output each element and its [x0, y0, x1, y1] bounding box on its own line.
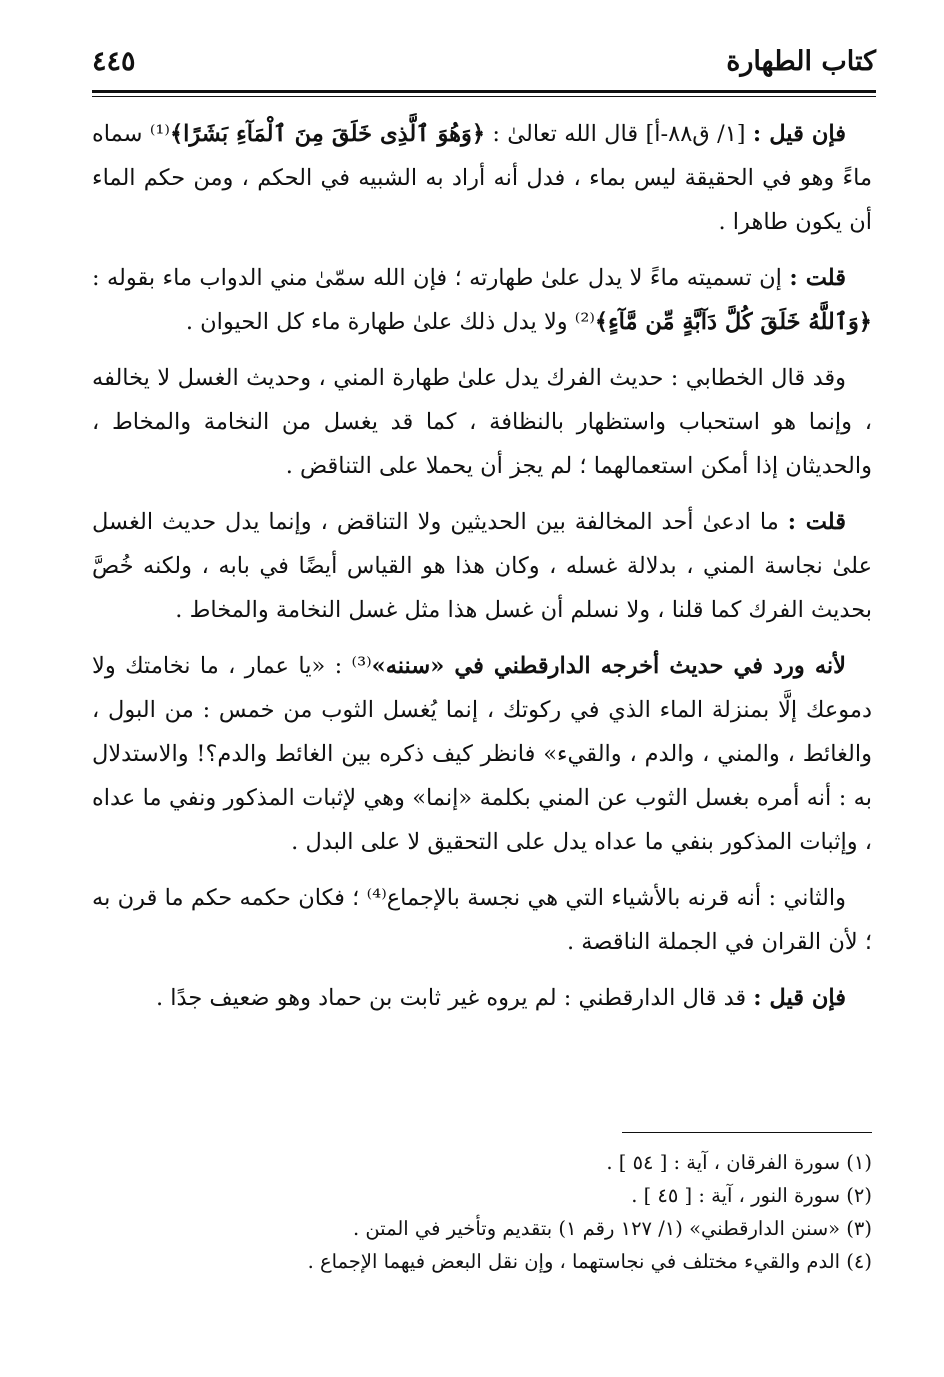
paragraph [92, 256, 872, 344]
paragraph-text: ⁽²⁾ ولا يدل ذلك علىٰ طهارة ماء كل الحيوان . [185, 309, 595, 335]
footnote-separator [622, 1132, 872, 1133]
paragraph-lead: قلت : [789, 265, 847, 291]
paragraph-text: قد قال الدارقطني : لم يروه غير ثابت بن حماد وهو ضعيف جدًا . [155, 985, 754, 1011]
footnote: (٢) سورة النور ، آية : [ ٤٥ ] . [631, 1184, 872, 1207]
footnotes [92, 1146, 872, 1278]
paragraph-text: والثاني : أنه قرنه بالأشياء التي هي نجسة بالإجماع⁽⁴⁾ ؛ فكان حكمه حكم ما قرن به ؛ لأن القران في الجملة الناقصة . [92, 885, 872, 955]
paragraph [92, 976, 872, 1020]
paragraph [92, 112, 872, 244]
paragraph-text: ⁽³⁾ : «يا عمار ، ما نخامتك ولا دموعك إلَّا بمنزلة الماء الذي في ركوتك ، إنما يُغسل الثوب من خمس : من البول ، والغائط ، والمني ، والدم ، والقيء» فانظر كيف ذكره بين الغائط والدم؟! والاستدلال به : أنه أمره بغسل الثوب عن المني بكلمة «إنما» وهي لإثبات المذكور ونفي ما عداه ، وإثبات المذكور بنفي ما عداه يدل على التحقيق لا على البدل . [92, 653, 872, 855]
quran-verse: ﴿وَٱللَّهُ خَلَقَ كُلَّ دَآبَّةٍ مِّن مَّآءٍ﴾ [594, 309, 872, 335]
footnote: (١) سورة الفرقان ، آية : [ ٥٤ ] . [606, 1151, 872, 1174]
main-text [92, 112, 872, 1032]
header-rule-thick [92, 90, 876, 93]
header-rule-thin [92, 96, 876, 97]
paragraph-text: ⁽¹⁾ سماه ماءً وهو في الحقيقة ليس بماء ، فدل أنه أراد به الشبيه في الحكم ، ومن حكم الماء أن يكون طاهرا . [92, 121, 872, 235]
paragraph-text: ما ادعىٰ أحد المخالفة بين الحديثين ولا التناقض ، وإنما يدل حديث الغسل علىٰ نجاسة المني ، بدلالة غسله ، وكان هذا هو القياس أيضًا في بابه ، ولكنه خُصَّ بحديث الفرك كما قلنا ، ولا نسلم أن غسل هذا مثل غسل النخامة والمخاط . [92, 509, 872, 623]
paragraph [92, 356, 872, 488]
paragraph-lead: فإن قيل : [753, 985, 846, 1011]
paragraph-lead: فإن قيل : [752, 121, 846, 147]
paragraph [92, 876, 872, 964]
paragraph-text: إن تسميته ماءً لا يدل علىٰ طهارته ؛ فإن الله سمّىٰ مني الدواب ماء بقوله : [92, 265, 790, 291]
footnote: (٤) الدم والقيء مختلف في نجاستهما ، وإن نقل البعض فيهما الإجماع . [307, 1250, 872, 1273]
footnote: (٣) «سنن الدارقطني» (١/ ١٢٧ رقم ١) بتقديم وتأخير في المتن . [352, 1217, 872, 1240]
page-number: ٤٤٥ [92, 46, 136, 77]
paragraph-text: وقد قال الخطابي : حديث الفرك يدل علىٰ طهارة المني ، وحديث الغسل لا يخالفه ، وإنما هو استحباب واستظهار بالنظافة ، كما قد يغسل من النخامة والمخاط ، والحديثان إذا أمكن استعمالهما ؛ لم يجز أن يحملا على التناقض . [92, 365, 872, 479]
paragraph-text: [١/ ق٨٨-أ] قال الله تعالىٰ : [485, 121, 753, 147]
paragraph [92, 500, 872, 632]
quran-verse: ﴿وَهُوَ ٱلَّذِى خَلَقَ مِنَ ٱلْمَآءِ بَشَرًا﴾ [169, 121, 486, 147]
chapter-title: كتاب الطهارة [726, 46, 876, 77]
page-header [92, 38, 876, 88]
paragraph-lead: لأنه ورد في حديث أخرجه الدارقطني في «سننه» [371, 653, 846, 679]
paragraph-lead: قلت : [787, 509, 847, 535]
paragraph [92, 644, 872, 864]
